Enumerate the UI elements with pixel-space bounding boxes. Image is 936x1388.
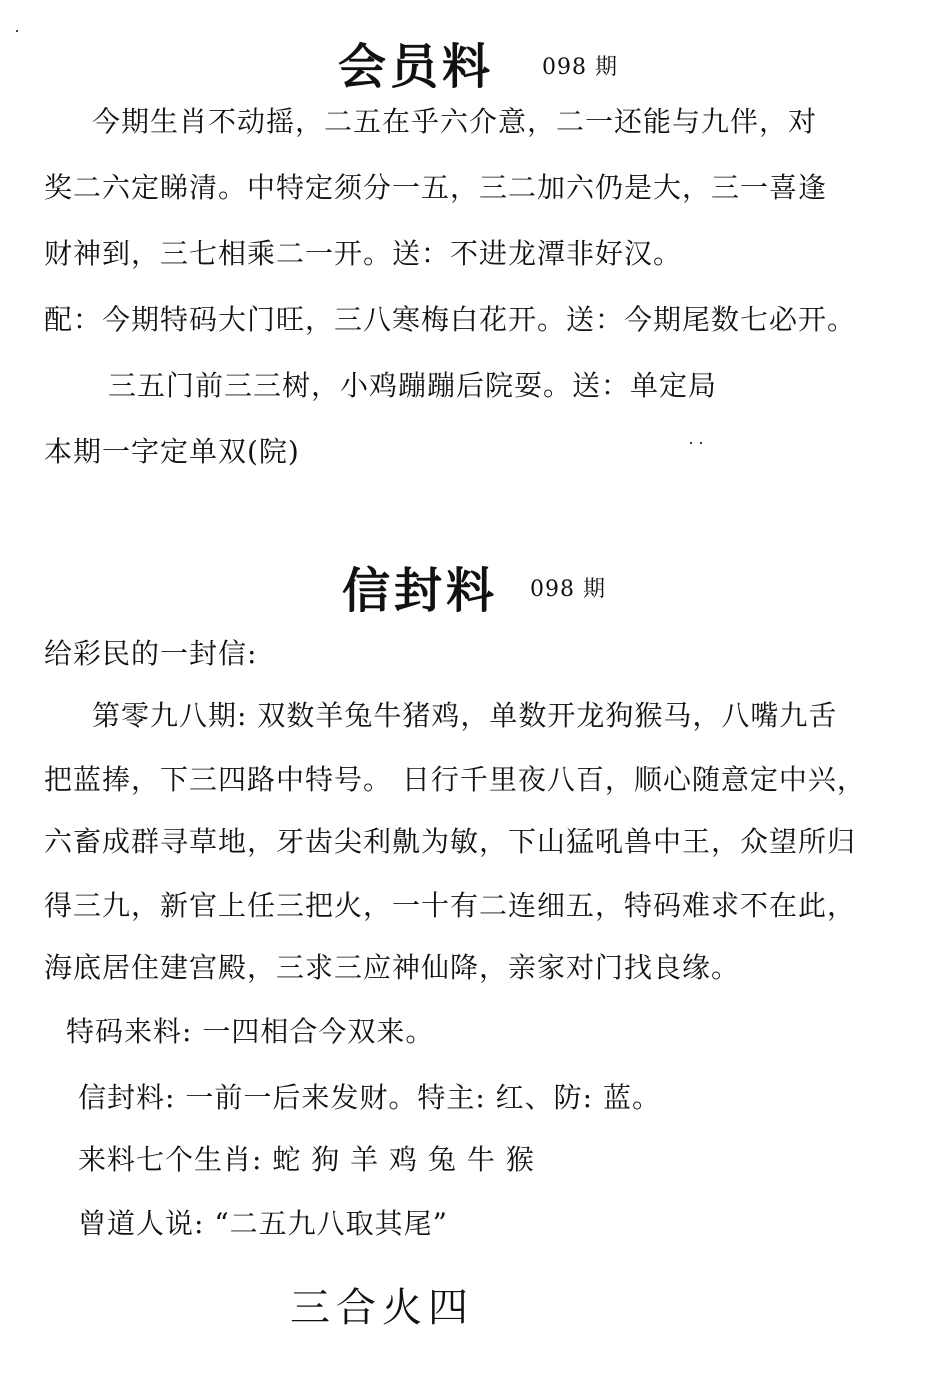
section2-title: 信封料 bbox=[342, 563, 499, 619]
section1-line-2: 奖二六定睇清。中特定须分一五，三二加六仍是大，三一喜逢 bbox=[44, 171, 828, 204]
section2-line-1: 给彩民的一封信: bbox=[44, 637, 258, 670]
stray-dot bbox=[690, 442, 692, 444]
section2-line-8: 信封料: 一前一后来发财。特主: 红、防: 蓝。 bbox=[78, 1081, 662, 1114]
section1-title: 会员料 bbox=[338, 39, 495, 95]
stray-dot bbox=[700, 442, 702, 444]
section2-line-3: 把蓝捧，下三四路中特号。 日行千里夜八百，顺心随意定中兴， bbox=[44, 763, 866, 796]
section1-line-3: 财神到，三七相乘二一开。送：不进龙潭非好汉。 bbox=[44, 237, 683, 270]
section1-line-4: 配：今期特码大门旺，三八寒梅白花开。送：今期尾数七必开。 bbox=[44, 303, 857, 336]
section2-line-2: 第零九八期: 双数羊兔牛猪鸡，单数开龙狗猴马，八嘴九舌 bbox=[92, 699, 838, 732]
section1-line-5: 三五门前三三树，小鸡蹦蹦后院耍。送：单定局 bbox=[108, 369, 718, 402]
section2-line-5: 得三九，新官上任三把火，一十有二连细五，特码难求不在此， bbox=[44, 889, 857, 922]
section2-line-9: 来料七个生肖: 蛇 狗 羊 鸡 兔 牛 猴 bbox=[78, 1143, 535, 1176]
section2-issue: 098 期 bbox=[530, 577, 606, 602]
section2-line-6: 海底居住建宫殿，三求三应神仙降，亲家对门找良缘。 bbox=[44, 951, 741, 984]
section2-line-10: 曾道人说: “二五九八取其尾” bbox=[78, 1207, 448, 1240]
section1-line-6: 本期一字定单双(院) bbox=[44, 435, 300, 468]
section1-line-1: 今期生肖不动摇，二五在乎六介意，二一还能与九伴，对 bbox=[92, 105, 818, 138]
section1-issue: 098 期 bbox=[542, 55, 618, 80]
stray-dot bbox=[16, 30, 18, 32]
final-phrase: 三合火四 bbox=[290, 1285, 474, 1331]
section2-line-7: 特码来料: 一四相合今双来。 bbox=[66, 1015, 435, 1048]
section2-line-4: 六畜成群寻草地，牙齿尖利鼽为敏，下山猛吼兽中王，众望所归 bbox=[44, 825, 857, 858]
